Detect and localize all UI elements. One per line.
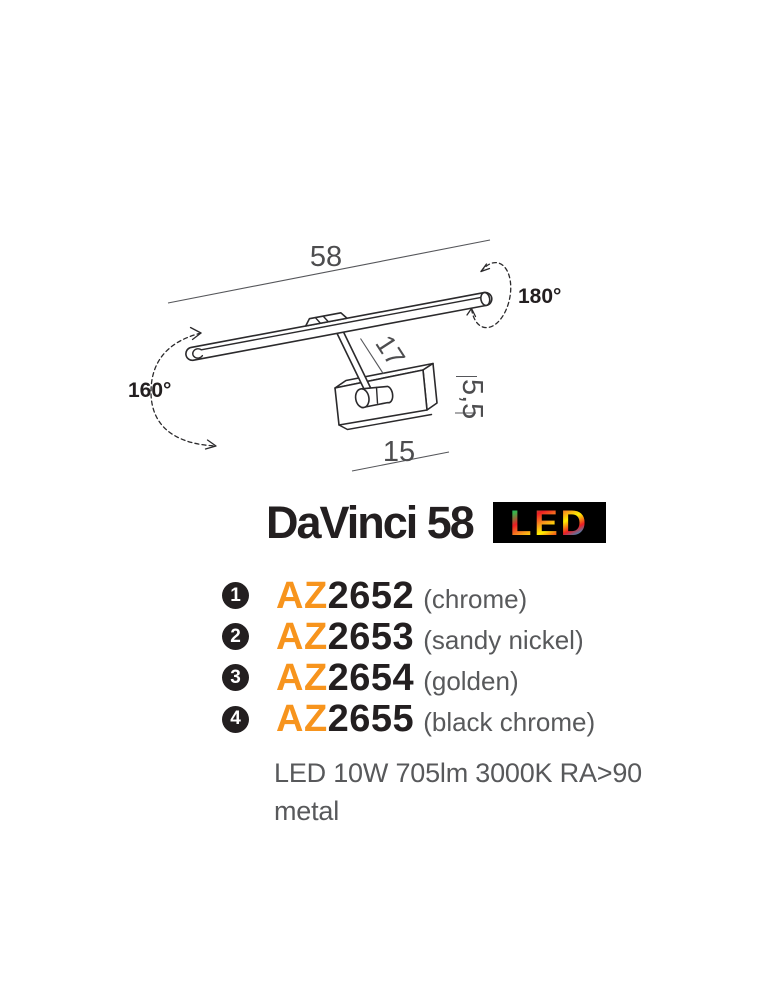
variant-text <box>276 615 584 658</box>
variant-row <box>222 699 595 740</box>
variant-code-prefix: AZ <box>276 656 328 699</box>
dimension-base <box>352 436 449 471</box>
spec-line-2: metal <box>274 796 340 826</box>
variant-index-badge: 3 <box>222 664 249 691</box>
variant-finish: (chrome) <box>423 583 528 614</box>
variant-finish: (black chrome) <box>423 707 596 738</box>
spec-line-1: LED 10W 705lm 3000K RA>90 <box>274 758 642 788</box>
variant-index-badge: 4 <box>222 706 249 733</box>
lamp-tube <box>184 285 493 361</box>
variant-code-prefix: AZ <box>276 698 328 741</box>
led-badge-label: LED <box>509 503 589 543</box>
variant-code-prefix: AZ <box>276 615 328 658</box>
variant-code-number: 2653 <box>327 615 415 658</box>
tube-body <box>185 291 493 361</box>
product-title: DaVinci 58 <box>266 496 473 548</box>
spec-block <box>274 754 642 830</box>
dimension-height <box>455 377 488 420</box>
dimension-length-label: 58 <box>309 241 343 273</box>
variant-text <box>276 698 596 741</box>
arrow-icon <box>206 440 217 449</box>
variant-code-number: 2654 <box>327 656 415 699</box>
arrow-icon <box>467 309 476 317</box>
angle-right-label: 180° <box>518 285 562 308</box>
led-badge <box>493 502 606 543</box>
dimension-height-label: 5,5 <box>456 379 488 420</box>
dimension-arm-label: 17 <box>369 329 411 372</box>
dimension-length <box>168 240 490 303</box>
variant-list <box>222 575 595 740</box>
pivot-collar-line <box>377 387 378 403</box>
technical-drawing <box>0 0 774 495</box>
variant-index-badge: 1 <box>222 582 249 609</box>
variant-text <box>276 574 528 617</box>
dimension-arm <box>361 330 411 374</box>
variant-row <box>222 575 595 616</box>
variant-code-prefix: AZ <box>276 574 328 617</box>
variant-row <box>222 616 595 657</box>
variant-text <box>276 656 519 699</box>
variant-finish: (sandy nickel) <box>423 624 584 655</box>
variant-code-number: 2655 <box>327 698 415 741</box>
variant-finish: (golden) <box>423 665 519 696</box>
angle-left-label: 160° <box>128 379 172 402</box>
variant-row <box>222 657 595 698</box>
arrow-icon <box>191 328 202 340</box>
variant-index-badge: 2 <box>222 623 249 650</box>
variant-code-number: 2652 <box>327 574 415 617</box>
dimension-base-label: 15 <box>382 436 416 468</box>
title-row <box>266 496 606 548</box>
